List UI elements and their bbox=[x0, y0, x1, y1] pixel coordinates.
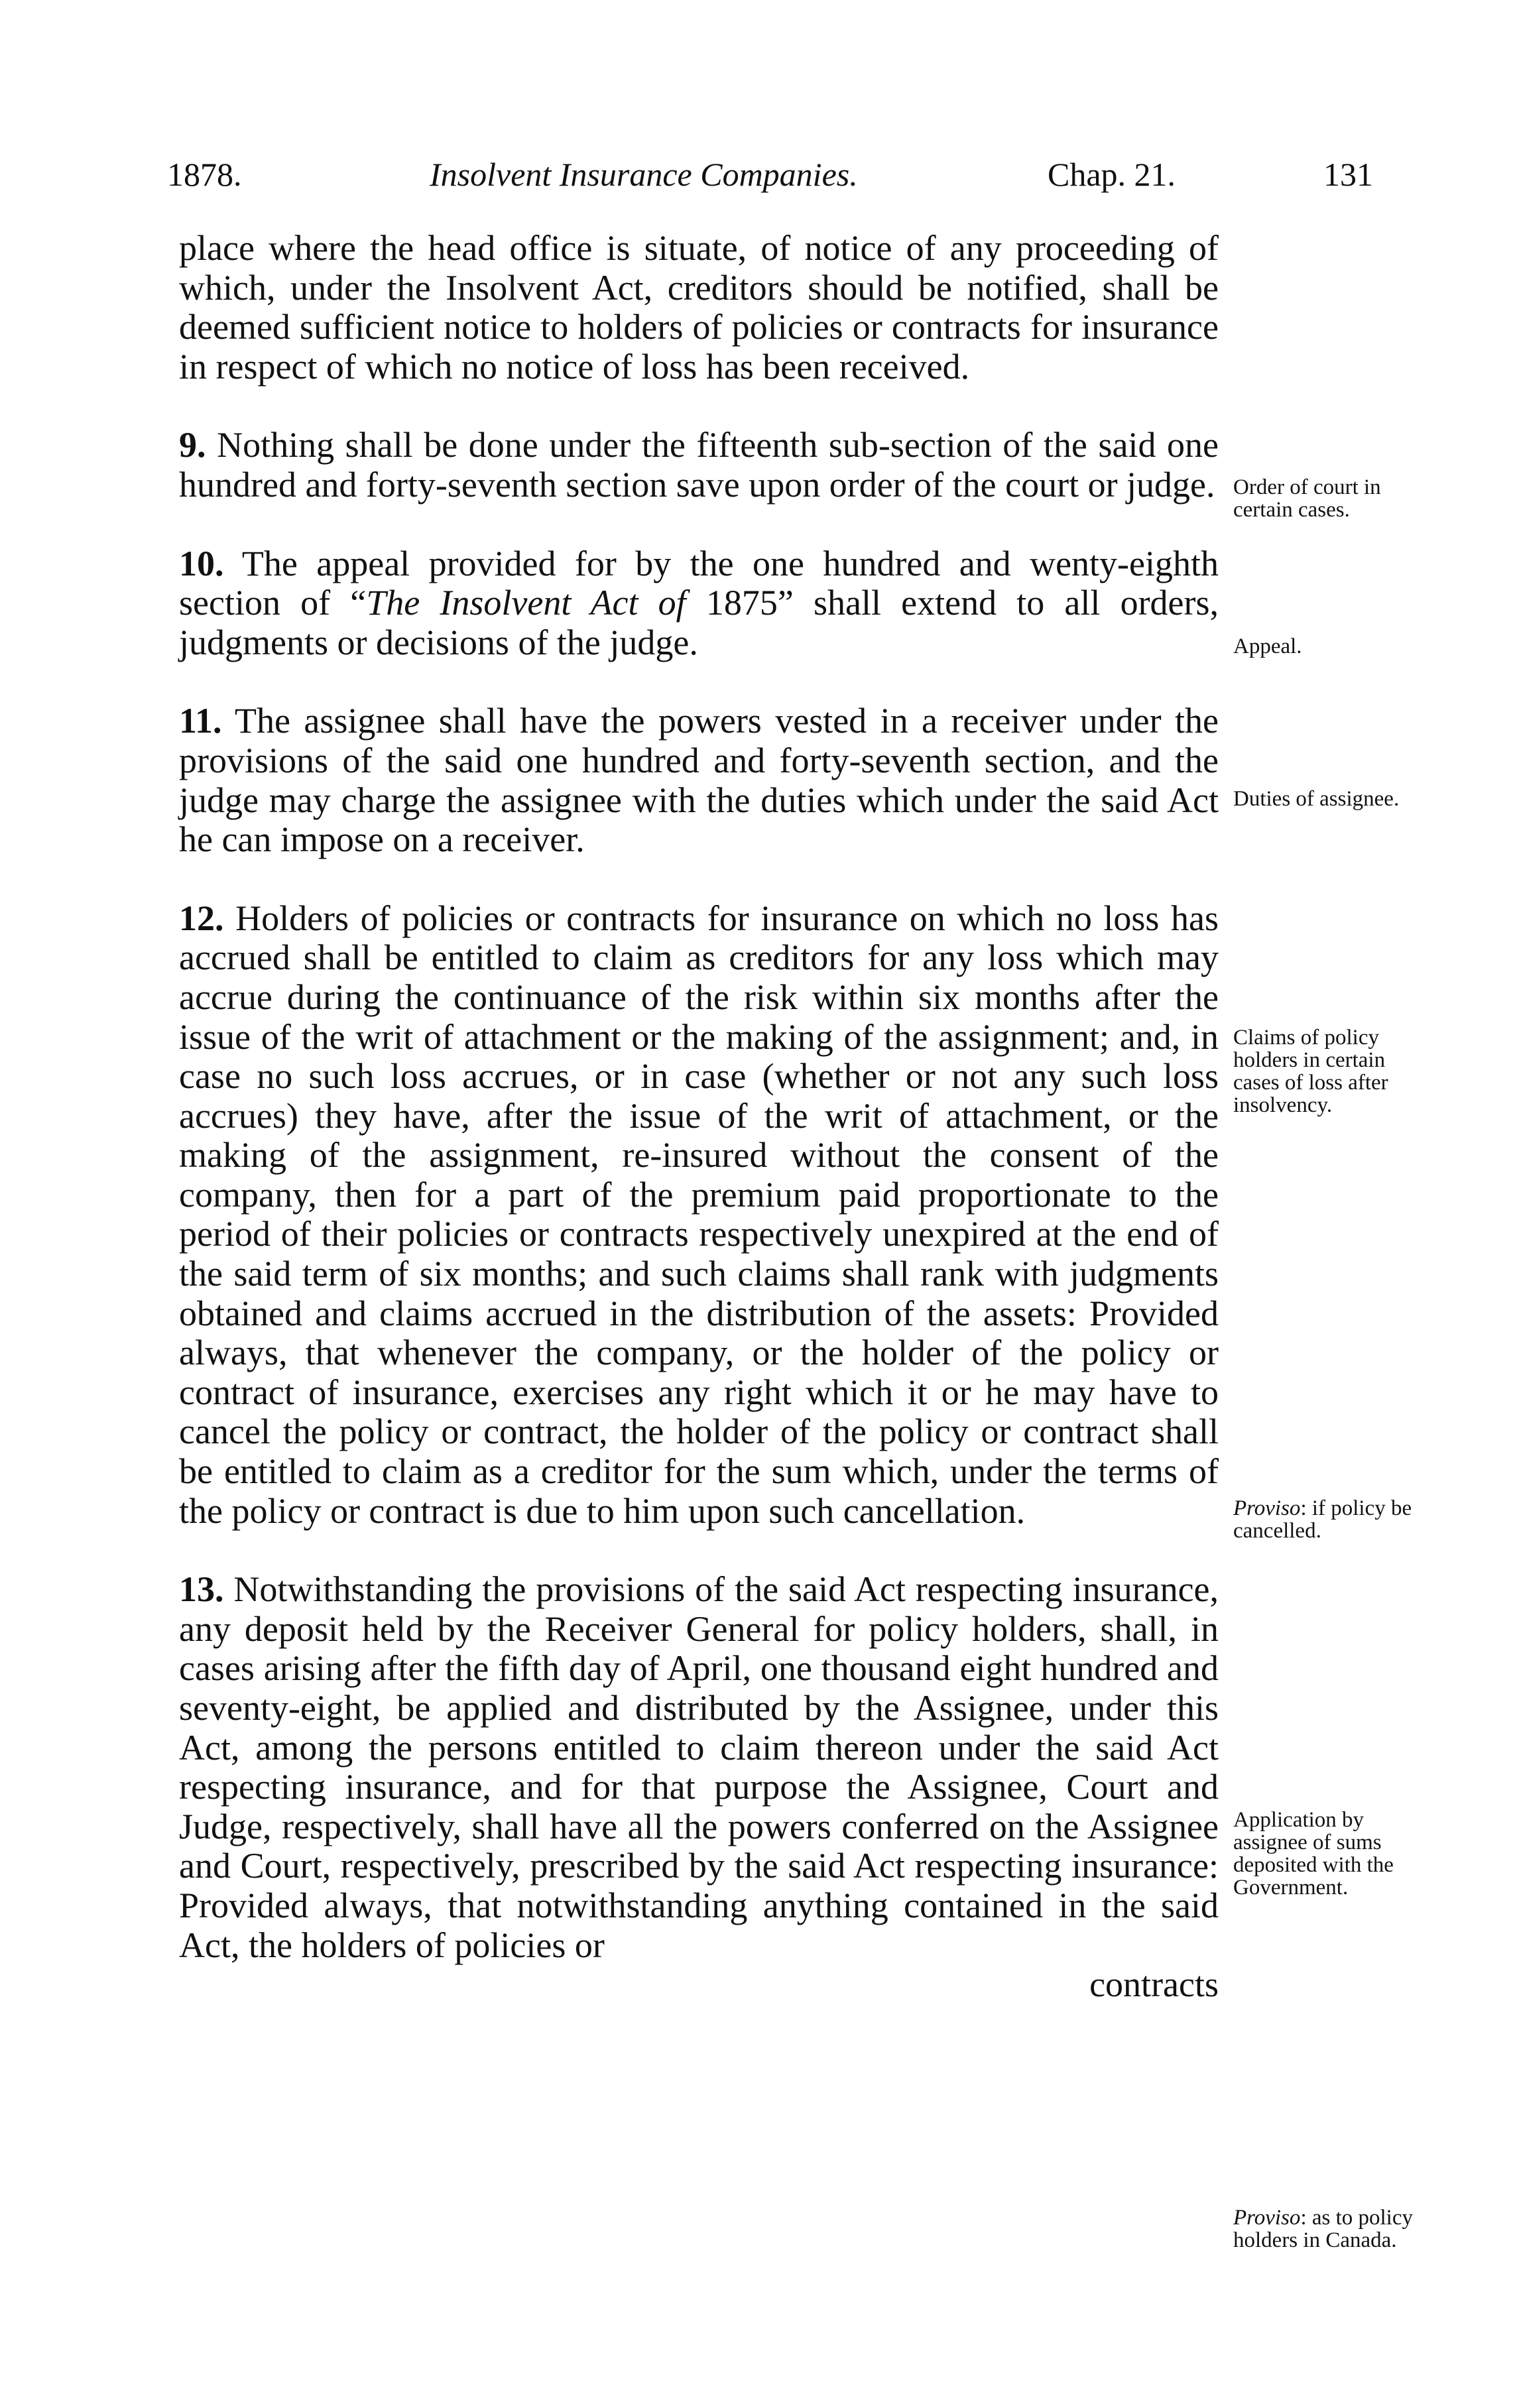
proviso-text: : if policy be cancelled. bbox=[1233, 1496, 1412, 1543]
section-text-continued: 1875” shall extend to all orders, judgments or decisions of the judge. bbox=[179, 583, 1219, 662]
proviso-label: Proviso bbox=[1233, 1496, 1301, 1520]
act-citation: The Insolvent Act of bbox=[366, 583, 686, 623]
section-text: Nothing shall be done under the fifteenth sub-section of the said one hundred and forty-seventh section save upon order of the court or judge. bbox=[179, 425, 1219, 505]
section-number: 12. bbox=[179, 898, 224, 938]
margin-note-claims-of-policy-holders: Claims of policy holders in certain cases of loss after insolvency. bbox=[1233, 1026, 1388, 1117]
header-title: Insolvent Insurance Companies. bbox=[430, 156, 858, 193]
proviso-label: Proviso bbox=[1233, 2206, 1301, 2230]
section-11 bbox=[179, 701, 1219, 859]
section-9 bbox=[179, 426, 1219, 505]
page-number: 131 bbox=[1323, 156, 1373, 193]
section-text: Notwithstanding the provisions of the said Act respecting insurance, any deposit held by the Receiver General for policy holders, shall, in cases arising after the fifth day of April, one thousand eight hundred and seventy-eight, be applied and distributed by the Assignee, under this Act, among the persons entitled to claim thereon under the said Act respecting insurance, and for that purpose the Assignee, Court and Judge, respectively, shall have all the powers conferred on the Assignee and Court, respectively, prescribed by the said Act respecting insurance: Provided always, that notwithstanding anything contained in the said Act, the holders of policies or bbox=[179, 1569, 1219, 1965]
section-text: Holders of policies or contracts for insurance on which no loss has accrued shall be entitled to claim as creditors for any loss which may accrue during the continuance of the risk within six months after the issue of the writ of attachment or the making of the assignment; and, in case no such loss accrues, or in case (whether or not any such loss accrues) they have, after the issue of the writ of attachment, or the making of the assignment, re-insured without the consent of the company, then for a part of the premium paid proportionate to the period of their policies or contracts respectively unexpired at the end of the said term of six months; and such claims shall rank with judgments obtained and claims accrued in the distribution of the assets: Provided always, that whenever the company, or the holder of the policy or contract of insurance, exercises any right which it or he may have to cancel the policy or contract, the holder of the policy or contract shall be entitled to claim as a creditor for the sum which, under the terms of the policy or contract is due to him upon such cancellation. bbox=[179, 898, 1219, 1531]
margin-note-application-by-assignee: Application by assignee of sums deposited with the Government. bbox=[1233, 1808, 1394, 1899]
header-chapter: Chap. 21. bbox=[1048, 156, 1176, 193]
margin-note-proviso-cancelled bbox=[1233, 1497, 1432, 1542]
running-header bbox=[0, 151, 1515, 198]
body-text bbox=[179, 229, 1219, 2005]
header-year: 1878. bbox=[167, 156, 242, 193]
section-last-line: contracts bbox=[1089, 1964, 1219, 2005]
margin-note-order-of-court: Order of court in certain cases. bbox=[1233, 475, 1381, 522]
section-13 bbox=[179, 1570, 1219, 2005]
margin-note-duties-of-assignee: Duties of assignee. bbox=[1233, 787, 1400, 811]
continuation-text: place where the head office is situate, of notice of any proceeding of which, under the Insolvent Act, creditors should be notified, shall be deemed sufficient notice to holders of policies or contracts for insurance in respect of which no notice of loss has been received. bbox=[179, 228, 1219, 387]
section-number: 11. bbox=[179, 701, 222, 741]
section-text: The appeal provided for by the one hundred and wenty-eighth section of “ bbox=[179, 543, 1219, 623]
section-number: 9. bbox=[179, 425, 206, 465]
section-number: 10. bbox=[179, 543, 224, 583]
section-12 bbox=[179, 899, 1219, 1532]
proviso-text: : as to policy holders in Canada. bbox=[1233, 2206, 1413, 2252]
margin-note-proviso-canada bbox=[1233, 2206, 1432, 2252]
section-10 bbox=[179, 544, 1219, 663]
section-number: 13. bbox=[179, 1569, 224, 1610]
continuation-paragraph bbox=[179, 229, 1219, 387]
section-text: The assignee shall have the powers vested in a receiver under the provisions of the said one hundred and forty-seventh section, and the judge may charge the assignee with the duties which under the said Act he can impose on a receiver. bbox=[179, 701, 1219, 860]
margin-note-appeal: Appeal. bbox=[1233, 634, 1302, 658]
